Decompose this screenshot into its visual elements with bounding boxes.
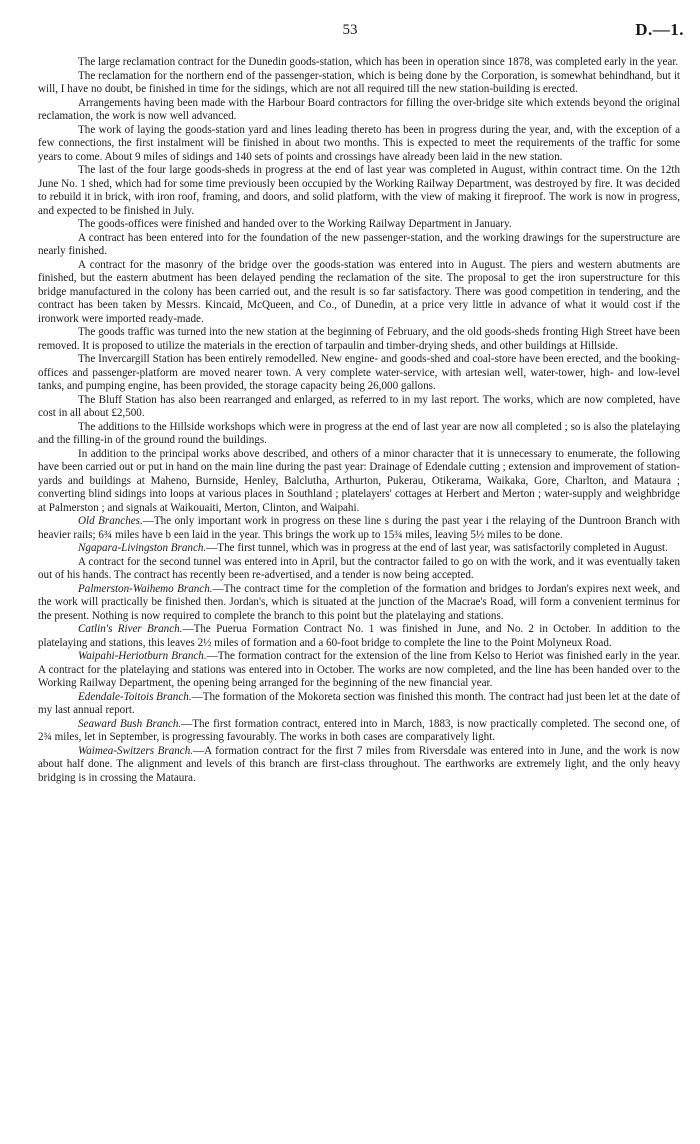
paragraph-old-branches: Old Branches.—The only important work in progress on these line s during the past year i the relaying of the Duntroon Branch with heavier rails; 6¾ miles have b een laid in the year. This brings the work up to 15¾ miles, leaving 5½ miles to be done.: [38, 515, 680, 541]
section-heading: Seaward Bush Branch.: [78, 717, 182, 730]
section-heading: Ngapara-Livingston Branch.: [78, 542, 207, 554]
section-heading: Waipahi-Heriotburn Branch.: [78, 650, 207, 662]
paragraph-seaward-bush: Seaward Bush Branch.—The first formation contract, entered into in March, 1883, is now practically completed. The second one, of 2¾ miles, let in September, is progressing favourably. The works in both cases are comparatively light.: [38, 717, 680, 743]
paragraph-northern-reclamation: The reclamation for the northern end of the passenger-station, which is being done by the Corporation, is somewhat behindhand, but it will, I have no doubt, be finished in time for the sidings, which are not all required till the new station-building is erected.: [38, 69, 680, 95]
paragraph-overbridge-site: Arrangements having been made with the Harbour Board contractors for filling the over-bridge site which extends beyond the original reclamation, the work is now well advanced.: [38, 96, 680, 122]
paragraph-hillside-workshops: The additions to the Hillside workshops which were in progress at the end of last year are now all completed ; so is also the platelaying and the filling-in of the ground round the buildings.: [38, 420, 680, 446]
paragraph-minor-works: In addition to the principal works above described, and others of a minor character that it is unnecessary to enumerate, the following have been carried out or put in hand on the main line during the past year: Drainage of Edendale cutting ; extension and improvement of station-yards and buildings at Maheno, Burnside, Henley, Balclutha, Arthurton, Pukerau, Otikerama, Waikaka, Gore, Charlton, and Mataura ; converting blind sidings into loops at various places in Southland ; platelayers' cottages at Herbert and Merton ; water-supply and weighbridge at Palmerston ; and signals at Waikouaiti, Merton, Clinton, and Waipahi.: [38, 447, 680, 514]
paragraph-invercargill-station: The Invercargill Station has been entirely remodelled. New engine- and goods-shed and coal-store have been erected, and the booking-offices and passenger-platform are moved nearer town. A very complete water-service, with artesian well, water-tower, high- and low-level tanks, and pumping engine, has been provided, the storage capacity being 26,000 gallons.: [38, 353, 680, 392]
report-body: [38, 56, 680, 785]
paragraph-waimea-switzers: Waimea-Switzers Branch.—A formation contract for the first 7 miles from Riversdale was entered into in June, and the work is now about half done. The alignment and levels of this branch are first-class throughout. The earthworks are extremely light, and the only heavy bridging is in crossing the Mataura.: [38, 744, 680, 784]
page-number: 53: [342, 22, 358, 38]
paragraph-goods-offices: The goods-offices were finished and handed over to the Working Railway Department in January.: [78, 218, 512, 230]
paragraph-bluff-station: The Bluff Station has also been rearranged and enlarged, as referred to in my last report. The works, which are now completed, have cost in all about £2,500.: [38, 393, 680, 419]
document-reference: D.—1.: [635, 20, 684, 39]
paragraph-palmerston-waihemo: Palmerston-Waihemo Branch.—The contract time for the completion of the formation and bridges to Jordan's expires next week, and the work will practically be finished then. Jordan's, which is situated at the junction of the Macrae's Road, will form a convenient terminus for the present. Nothing is now required to complete the branch to this point but the platelaying and stations.: [38, 582, 680, 622]
paragraph-goods-sheds: The last of the four large goods-sheds in progress at the end of last year was completed in August, within contract time. On the 12th June No. 1 shed, which had for some time previously been occupied by the Working Railway Department, was destroyed by fire. It was decided to rebuild it in brick, with iron roof, framing, and doors, and solid platform, with the view of making it fireproof. The work is now in progress, and expected to be finished in July.: [38, 164, 680, 217]
paragraph-passenger-station: A contract has been entered into for the foundation of the new passenger-station, and the working drawings for the superstructure are nearly finished.: [38, 231, 680, 257]
paragraph-reclamation-contract: The large reclamation contract for the Dunedin goods-station, which has been in operation since 1878, was completed early in the year.: [78, 56, 679, 68]
section-heading: Palmerston-Waihemo Branch.: [78, 582, 213, 595]
paragraph-second-tunnel: A contract for the second tunnel was entered into in April, but the contractor failed to go on with the work, and it was eventually taken out of his hands. The contract has recently been re-advertised, and a tender is now being accepted.: [38, 555, 680, 581]
page-header: [0, 18, 700, 42]
section-heading: Edendale-Toitois Branch.: [78, 690, 192, 703]
paragraph-catlins-river: Catlin's River Branch.—The Puerua Formation Contract No. 1 was finished in June, and No. 2 in October. In addition to the platelaying and stations, this leaves 2½ miles of formation and a 60-foot bridge to complete the line to the Point Molyneux Road.: [38, 623, 680, 649]
paragraph-edendale-toitois: Edendale-Toitois Branch.—The formation of the Mokoreta section was finished this month. The contract had just been let at the date of my last annual report.: [38, 690, 681, 716]
paragraph-goods-station-yard: The work of laying the goods-station yard and lines leading thereto has been in progress during the year, and, with the exception of a few connections, the first instalment will be finished in about two months. This is expected to meet the requirements of the traffic for some years to come. About 9 miles of sidings and 140 sets of points and crossings have already been laid in the new station.: [38, 123, 680, 163]
paragraph-bridge-masonry: A contract for the masonry of the bridge over the goods-station was entered into in August. The piers and western abutments are finished, but the eastern abutment has been delayed pending the reclamation of the site. The proposal to get the iron superstructure for this bridge manufactured in the colony has been carried out, and the result is so far satisfactory. There was good competition in tendering, and the contract has been taken by Messrs. Kincaid, McQueen, and Co., of Dunedin, at a price very little in advance of what it would cost if the ironwork were imported ready-made.: [38, 258, 680, 325]
section-heading: Waimea-Switzers Branch.: [78, 744, 194, 757]
section-heading: Old Branches.: [78, 515, 143, 527]
paragraph-goods-traffic: The goods traffic was turned into the new station at the beginning of February, and the old goods-sheds fronting High Street have been removed. It is proposed to utilize the materials in the erection of tarpaulin and timber-drying sheds, and other buildings at Hillside.: [38, 326, 680, 352]
paragraph-waipahi-heriotburn: Waipahi-Heriotburn Branch.—The formation contract for the extension of the line from Kelso to Heriot was finished early in the year. A contract for the platelaying and stations was entered into in October. The works are now completed, and the line has been handed over to the Working Railway Department, the opening being arranged for the beginning of the new financial year.: [38, 650, 680, 689]
section-heading: Catlin's River Branch.: [78, 623, 183, 635]
paragraph-ngapara-livingston: Ngapara-Livingston Branch.—The first tunnel, which was in progress at the end of last year, was satisfactorily completed in August.: [78, 542, 668, 554]
